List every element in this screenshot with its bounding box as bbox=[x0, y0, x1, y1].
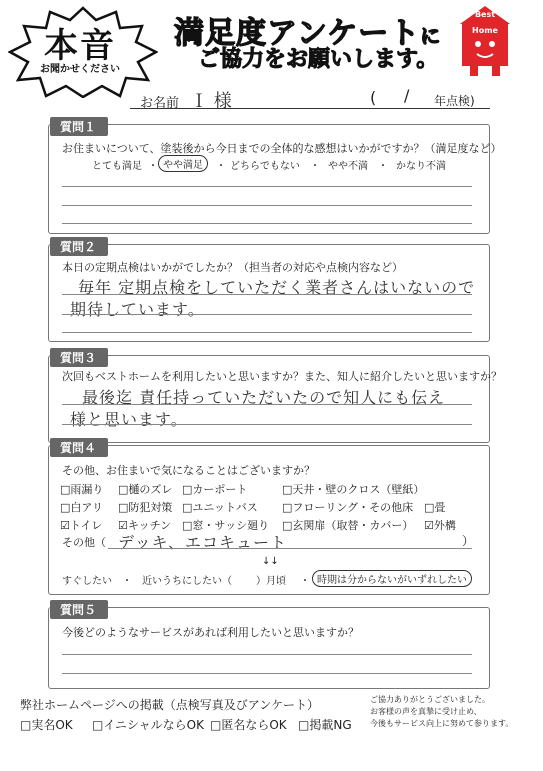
logo-text-best: Best bbox=[474, 10, 496, 19]
q2-answer-line-1: 毎年 定期点検をしていただく業者さんはいないので bbox=[78, 278, 476, 297]
question-2-tag: 質問２ bbox=[50, 237, 108, 256]
logo-text-home: Home bbox=[472, 26, 498, 35]
badge-subtitle: お聞かせください bbox=[40, 64, 120, 75]
q4-other-value: デッキ、エコキュート bbox=[118, 533, 288, 552]
q4-sep: ・ bbox=[300, 576, 310, 587]
q1-option-very-satisfied[interactable]: とても満足 bbox=[92, 161, 142, 172]
publish-option-anonymous[interactable]: □匿名ならOK bbox=[210, 718, 287, 732]
q4-checkbox-col4-0[interactable] bbox=[282, 481, 424, 497]
q4-checkbox-col5-1[interactable] bbox=[424, 499, 445, 515]
survey-title-main: 満足度アンケート bbox=[174, 16, 421, 51]
question-3-text: 次回もベストホームを利用したいと思いますか？また、知人に紹介したいと思いますか？ bbox=[62, 370, 502, 383]
checkbox-icon: □ bbox=[60, 483, 71, 496]
publish-consent-label: 弊社ホームページへの掲載（点検写真及びアンケート） bbox=[20, 698, 320, 712]
badge-title: 本音 bbox=[44, 26, 116, 66]
q4-checkbox-label: 玄関扉（取替・カバー） bbox=[292, 519, 414, 532]
publish-option-initials[interactable]: □イニシャルならOK bbox=[92, 718, 204, 732]
q4-arrows: ↓↓ bbox=[262, 556, 279, 567]
q4-checkbox-label: カーポート bbox=[192, 483, 248, 496]
publish-option-ng[interactable]: □掲載NG bbox=[298, 718, 352, 732]
q4-checkbox-label: 雨漏り bbox=[70, 483, 104, 496]
survey-title-particle: に bbox=[420, 24, 442, 48]
q4-checkbox-label: 樋のズレ bbox=[128, 483, 173, 496]
q4-checkbox-label: 畳 bbox=[434, 501, 446, 514]
best-home-logo bbox=[456, 4, 514, 78]
thanks-line-3: 今後もサービス向上に努めて参ります。 bbox=[370, 719, 514, 728]
q4-checkbox-col3-1[interactable] bbox=[182, 499, 258, 515]
q4-timing-someday[interactable]: 時期は分からないがいずれしたい bbox=[312, 570, 472, 587]
q2-answer-line bbox=[62, 314, 472, 315]
q2-answer-line-2: 期待しています。 bbox=[70, 300, 205, 319]
q4-checkbox-label: ユニットバス bbox=[192, 501, 258, 514]
q2-answer-line bbox=[62, 294, 472, 295]
checkbox-icon: □ bbox=[282, 519, 293, 532]
q4-checkbox-col4-2[interactable] bbox=[282, 517, 413, 533]
q4-checkbox-col2-0[interactable] bbox=[118, 481, 172, 497]
q1-sep: ・ bbox=[216, 161, 226, 172]
q1-option-neutral[interactable]: どちらでもない bbox=[230, 161, 300, 172]
checkbox-icon: □ bbox=[182, 519, 193, 532]
q3-answer-line bbox=[62, 404, 472, 405]
q1-sep: ・ bbox=[310, 161, 320, 172]
q4-checkbox-col4-1[interactable] bbox=[282, 499, 413, 515]
question-4-text: その他、お住まいで気になることはございますか？ bbox=[62, 464, 315, 477]
q1-option-somewhat-satisfied[interactable]: やや満足 bbox=[158, 155, 208, 172]
q1-answer-line bbox=[62, 186, 472, 187]
checkbox-icon: □ bbox=[282, 483, 293, 496]
question-5-tag: 質問５ bbox=[50, 600, 108, 619]
q4-checkbox-col1-2[interactable] bbox=[60, 517, 102, 533]
question-1-tag: 質問１ bbox=[50, 117, 108, 136]
q1-answer-line bbox=[62, 223, 472, 224]
q1-sep: ・ bbox=[148, 161, 158, 172]
q4-checkbox-col1-0[interactable] bbox=[60, 481, 103, 497]
checked-box-icon: ☑ bbox=[60, 519, 70, 532]
thanks-line-2: お客様の声を真摯に受け止め、 bbox=[370, 707, 482, 716]
q4-checkbox-col5-2[interactable] bbox=[424, 517, 456, 533]
question-5-text: 今後どのようなサービスがあれば利用したいと思いますか？ bbox=[62, 626, 359, 639]
q4-checkbox-label: キッチン bbox=[127, 519, 172, 532]
checkbox-icon: □ bbox=[60, 501, 71, 514]
name-label: お名前 bbox=[140, 96, 180, 111]
thanks-line-1: ご協力ありがとうございました。 bbox=[370, 695, 490, 704]
checkbox-icon: □ bbox=[118, 483, 129, 496]
q4-other-underline bbox=[108, 548, 472, 549]
q4-timing-now[interactable]: すぐしたい bbox=[62, 576, 112, 587]
q2-answer-line bbox=[62, 332, 472, 333]
checkbox-icon: □ bbox=[118, 501, 129, 514]
q4-checkbox-label: トイレ bbox=[69, 519, 103, 532]
question-3-tag: 質問３ bbox=[50, 348, 108, 367]
question-5-box bbox=[48, 607, 490, 689]
checkbox-icon: □ bbox=[424, 501, 435, 514]
question-2-text: 本日の定期点検はいかがでしたか？（担当者の対応や点検内容など） bbox=[62, 261, 403, 274]
q5-answer-line bbox=[62, 673, 472, 674]
checked-box-icon: ☑ bbox=[424, 519, 434, 532]
q3-answer-line-1: 最後迄 責任持っていただいたので知人にも伝え bbox=[82, 388, 446, 407]
q5-answer-line bbox=[62, 654, 472, 655]
q4-checkbox-label: 白アリ bbox=[70, 501, 103, 514]
q4-timing-month[interactable]: ）月頃 bbox=[256, 576, 286, 587]
checked-box-icon: ☑ bbox=[118, 519, 128, 532]
q4-other-label: その他（ bbox=[62, 536, 106, 549]
checkbox-icon: □ bbox=[182, 501, 193, 514]
publish-option-real-name[interactable]: □実名OK bbox=[20, 718, 73, 732]
q4-checkbox-col2-1[interactable] bbox=[118, 499, 172, 515]
q1-answer-line bbox=[62, 205, 472, 206]
q3-answer-line bbox=[62, 424, 472, 425]
year-slash: / bbox=[404, 86, 410, 105]
q4-checkbox-label: 防犯対策 bbox=[128, 501, 173, 514]
question-1-text: お住まいについて、塗装後から今日までの全体的な感想はいかがですか？（満足度など） bbox=[62, 142, 502, 155]
q1-option-very-dissatisfied[interactable]: かなり不満 bbox=[396, 161, 446, 172]
year-label: 年点検) bbox=[434, 94, 475, 108]
survey-subtitle: ご協力をお願いします。 bbox=[198, 47, 439, 72]
q4-checkbox-label: 天井・壁のクロス（壁紙） bbox=[292, 483, 425, 496]
checkbox-icon: □ bbox=[182, 483, 193, 496]
q4-other-close: ） bbox=[462, 534, 475, 548]
q4-timing-soon[interactable]: 近いうちにしたい（ bbox=[142, 576, 232, 587]
name-value: Ｉ 様 bbox=[190, 91, 232, 112]
name-underline bbox=[130, 108, 490, 109]
q3-answer-line-2: 様と思います。 bbox=[70, 410, 188, 429]
question-4-tag: 質問４ bbox=[50, 438, 108, 457]
q1-option-somewhat-dissatisfied[interactable]: やや不満 bbox=[328, 161, 368, 172]
q4-checkbox-col1-1[interactable] bbox=[60, 499, 103, 515]
q1-sep: ・ bbox=[378, 161, 388, 172]
q4-checkbox-label: 外構 bbox=[433, 519, 456, 532]
checkbox-icon: □ bbox=[282, 501, 293, 514]
q4-checkbox-label: フローリング・その他床 bbox=[292, 501, 414, 514]
q4-sep: ・ bbox=[122, 576, 132, 587]
q4-checkbox-col3-0[interactable] bbox=[182, 481, 247, 497]
year-paren-open: ( bbox=[370, 88, 377, 107]
q4-checkbox-label: 窓・サッシ廻り bbox=[192, 519, 270, 532]
